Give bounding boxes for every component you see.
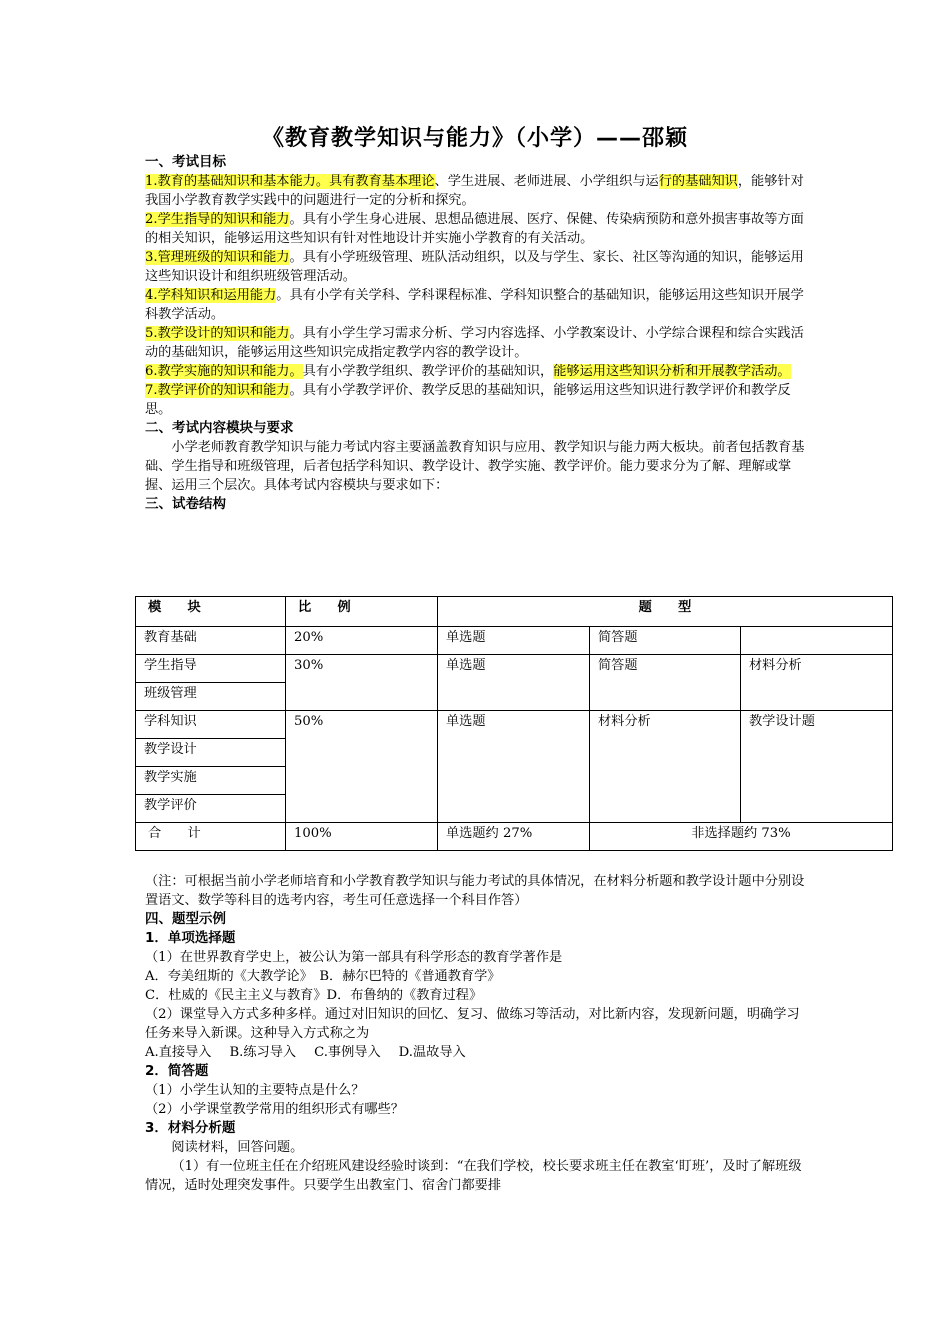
table-header-cell: 题 型 (438, 597, 893, 627)
document-title: 《教育教学知识与能力》（小学）——邵颖 (261, 126, 688, 151)
table-cell: 简答题 (590, 627, 741, 655)
highlight-text: 1.教育的基础知识和基本能力。具有教育基本理论 (145, 174, 435, 189)
table-cell: 材料分析 (590, 711, 741, 823)
table-cell: 30% (286, 655, 438, 711)
objective-text: 、学生进展、老师进展、小学组织与运 (434, 174, 659, 189)
table-row (136, 627, 893, 655)
objective-text: ，能够针对我国小学教育教学实践中的问题进行一定的分析和探究。 (145, 174, 804, 208)
question-text: （2）课堂导入方式多种多样。通过对旧知识的回忆、复习、做练习等活动，对比新内容，发现新问题，明确学习任务来导入新课。这种导入方式称之为 (145, 1007, 800, 1041)
table-cell: 单选题 (438, 711, 590, 823)
objective-text: 。具有小学生学习需求分析、学习内容选择、小学教案设计、小学综合课程和综合实践活动的基础知识，能够运用这些知识完成指定教学内容的教学设计。 (145, 326, 804, 360)
question-text: （1）在世界教育学史上，被公认为第一部具有科学形态的教育学著作是 (145, 950, 563, 965)
highlight-text: 2.学生指导的知识和能力 (145, 212, 290, 227)
section-heading: 一、考试目标 (145, 154, 226, 170)
table-cell: 单选题 (438, 627, 590, 655)
highlight-text: 行的基础知识 (658, 174, 738, 189)
objective-item-1 (145, 172, 810, 210)
table-cell: 非选择题约 73% (590, 823, 893, 851)
question-intro: 阅读材料，回答问题。 (171, 1140, 304, 1155)
objective-text: 。具有小学班级管理、班队活动组织，以及与学生、家长、社区等沟通的知识，能够运用这些知识设计和组织班级管理活动。 (145, 250, 804, 284)
table-cell: 20% (286, 627, 438, 655)
table-cell: 单选题约 27% (438, 823, 590, 851)
question-options: A．夸美纽斯的《大教学论》 B．赫尔巴特的《普通教育学》 (145, 969, 501, 984)
objective-item-6 (145, 362, 810, 381)
table-cell: 教学设计 (136, 739, 286, 767)
table-cell: 50% (286, 711, 438, 823)
option-c: C.事例导入 (314, 1045, 381, 1060)
section-heading: 三、试卷结构 (145, 496, 226, 512)
table-cell: 100% (286, 823, 438, 851)
table-row (136, 711, 893, 739)
question-options: C．杜威的《民主主义与教育》D．布鲁纳的《教育过程》 (145, 988, 483, 1003)
question-type-heading: 3．材料分析题 (145, 1120, 236, 1136)
table-cell: 单选题 (438, 655, 590, 711)
objective-item-2 (145, 210, 810, 248)
option-b: B.练习导入 (229, 1045, 297, 1060)
exam-structure-table (135, 596, 893, 851)
objective-text: 。具有小学教学评价、教学反思的基础知识，能够运用这些知识进行教学评价和教学反思。 (145, 383, 791, 417)
table-cell: 教育基础 (136, 627, 286, 655)
highlight-text: 能够运用这些知识分析和开展教学活动。 (553, 364, 791, 379)
objective-item-3 (145, 248, 810, 286)
highlight-text: 7.教学评价的知识和能力 (145, 383, 290, 398)
table-cell: 教学评价 (136, 795, 286, 823)
objective-item-7 (145, 381, 810, 419)
objective-text: 具有小学教学组织、教学评价的基础知识， (302, 364, 554, 379)
objective-item-5 (145, 324, 810, 362)
table-total-row (136, 823, 893, 851)
highlight-text: 3.管理班级的知识和能力 (145, 250, 290, 265)
question-type-heading: 1．单项选择题 (145, 930, 236, 946)
table-cell: 学科知识 (136, 711, 286, 739)
table-cell: 简答题 (590, 655, 741, 711)
question-type-heading: 2．简答题 (145, 1063, 209, 1079)
question-text: （1）小学生认知的主要特点是什么？ (145, 1083, 365, 1098)
section-paragraph: 小学老师教育教学知识与能力考试内容主要涵盖教育知识与应用、教学知识与能力两大板块。前者包括教育基础、学生指导和班级管理，后者包括学科知识、教学设计、教学实施、教学评价。能力要求分为了解、理解或掌握、运用三个层次。具体考试内容模块与要求如下： (145, 440, 805, 493)
highlight-text: 6.教学实施的知识和能力。 (145, 364, 303, 379)
section-heading: 四、题型示例 (145, 911, 226, 927)
table-header-cell: 比 例 (286, 597, 438, 627)
section-question-examples (145, 872, 810, 1195)
table-cell: 教学实施 (136, 767, 286, 795)
highlight-text: 5.教学设计的知识和能力 (145, 326, 290, 341)
question-options (145, 1043, 810, 1062)
table-header-row (136, 597, 893, 627)
table-cell: 教学设计题 (741, 711, 893, 823)
table-row (136, 655, 893, 683)
objective-item-4 (145, 286, 810, 324)
section-heading: 二、考试内容模块与要求 (145, 420, 294, 436)
table-cell: 学生指导 (136, 655, 286, 683)
option-d: D.温故导入 (398, 1045, 466, 1060)
table-note: （注：可根据当前小学老师培育和小学教育教学知识与能力考试的具体情况，在材料分析题和教学设计题中分别设置语文、数学等科目的选考内容，考生可任意选择一个科目作答） (145, 874, 805, 908)
objective-text: 。具有小学生身心进展、思想品德进展、医疗、保健、传染病预防和意外损害事故等方面的相关知识，能够运用这些知识有针对性地设计并实施小学教育的有关活动。 (145, 212, 804, 246)
objective-text: 。具有小学有关学科、学科课程标准、学科知识整合的基础知识，能够运用这些知识开展学科教学活动。 (145, 288, 804, 322)
table-cell: 班级管理 (136, 683, 286, 711)
question-text: （2）小学课堂教学常用的组织形式有哪些？ (145, 1102, 404, 1117)
highlight-text: 4.学科知识和运用能力 (145, 288, 277, 303)
option-a: A.直接导入 (145, 1045, 212, 1060)
table-header-cell: 模 块 (136, 597, 286, 627)
table-cell: 材料分析 (741, 655, 893, 711)
section-exam-objectives (145, 153, 810, 514)
question-text: （1）有一位班主任在介绍班风建设经验时谈到：“在我们学校，校长要求班主任在教室‘盯班’，及时了解班级情况，适时处理突发事件。只要学生出教室门、宿舍门都要排 (145, 1159, 802, 1193)
table-cell: 合 计 (136, 823, 286, 851)
table-cell (741, 627, 893, 655)
